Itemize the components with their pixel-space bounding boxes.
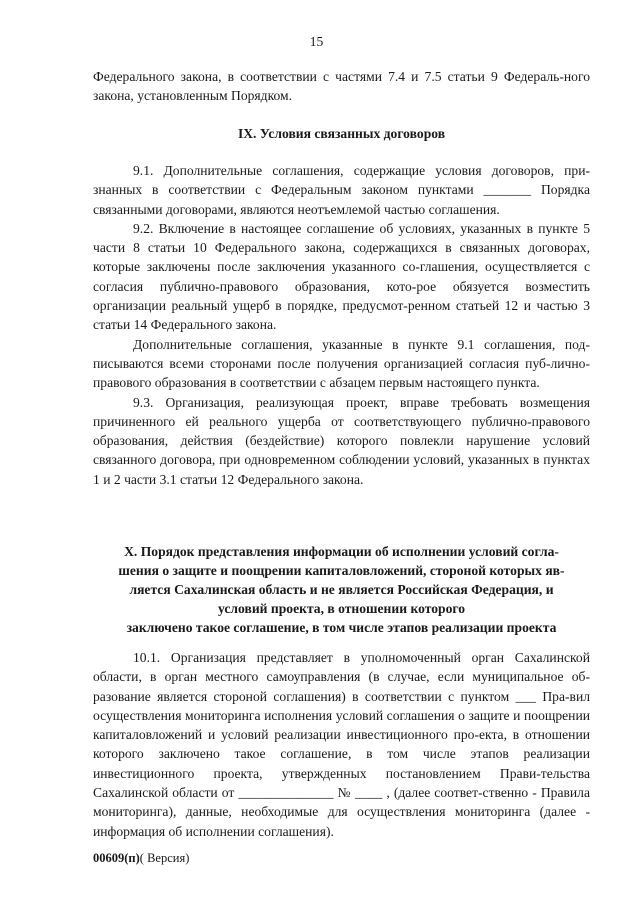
section-10-title-line: условий проекта, в отношении которого	[217, 601, 466, 616]
paragraph-9-2: 9.2. Включение в настоящее соглашение об условиях, указанных в пункте 5 части 8 статьи 10 Федерального закона, содержащихся в связанных договорах, которые заключены после заключения указанного со-глашения, осуществляется с согласия публично-правового образования, кото-рое обязуется возместить организации реальный ущерб в порядке, предусмот-ренном статьей 12 и частью 3 статьи 14 Федерального закона.	[93, 220, 590, 333]
section-10-title-line: X. Порядок представления информации об исполнении условий согла-	[124, 544, 559, 559]
document-version: ( Версия)	[139, 851, 190, 865]
document-code: 00609(п)	[93, 851, 140, 865]
intro-block	[93, 67, 590, 106]
section-10-title-line: ляется Сахалинская область и не является Российская Федерация, и	[129, 582, 554, 597]
section-9-title: IX. Условия связанных договоров	[237, 126, 446, 141]
section-10-title-line: заключено такое соглашение, в том числе этапов реализации проекта	[126, 620, 557, 635]
section-10-body	[93, 648, 590, 841]
section-9-body	[93, 161, 590, 489]
paragraph-9-3: 9.3. Организация, реализующая проект, вправе требовать возмещения причиненного ей реального ущерба от соответствующего публично-правового образования, действия (бездействие) которого повлекли нарушение условий связанного договора, при одновременном соблюдении условий, указанных в пунктах 1 и 2 части 3.1 статьи 12 Федерального закона.	[93, 394, 590, 487]
section-10-title-line: шения о защите и поощрении капиталовложений, стороной которых яв-	[118, 563, 565, 578]
page-number: 15	[309, 34, 324, 49]
paragraph-9-1: 9.1. Дополнительные соглашения, содержащие условия договоров, при-знанных в соответствии с Федеральным законом пунктами _______ Порядка связанными договорами, являются неотъемлемой частью соглашения.	[93, 163, 590, 217]
section-10-title	[93, 542, 590, 637]
intro-paragraph: Федерального закона, в соответствии с частями 7.4 и 7.5 статьи 9 Федераль-ного закона, установленным Порядком.	[93, 69, 590, 104]
paragraph-10-1: 10.1. Организация представляет в уполномоченный орган Сахалинской области, в орган местного самоуправления (в случае, если муниципальное об-разование является стороной соглашения) в соответствии с пунктом ___ Пра-вил осуществления мониторинга исполнения условий соглашения о защите и поощрении капиталовложений и условий реализации инвестиционного про-екта, в отношении которого заключено такое соглашение, в том числе этапов реализации инвестиционного проекта, утвержденных постановлением Прави-тельства Сахалинской области от ______________ № ____ , (далее соответ-ственно - Правила мониторинга), данные, необходимые для осуществления мониторинга (далее - информация об исполнении соглашения).	[93, 650, 590, 839]
document-footer	[93, 851, 189, 866]
paragraph-9-2-additional: Дополнительные соглашения, указанные в пункте 9.1 соглашения, под-писываются всеми сторонами после получения организацией согласия пуб-лично-правового образования в соответствии с абзацем первым настоящего пункта.	[93, 336, 590, 391]
